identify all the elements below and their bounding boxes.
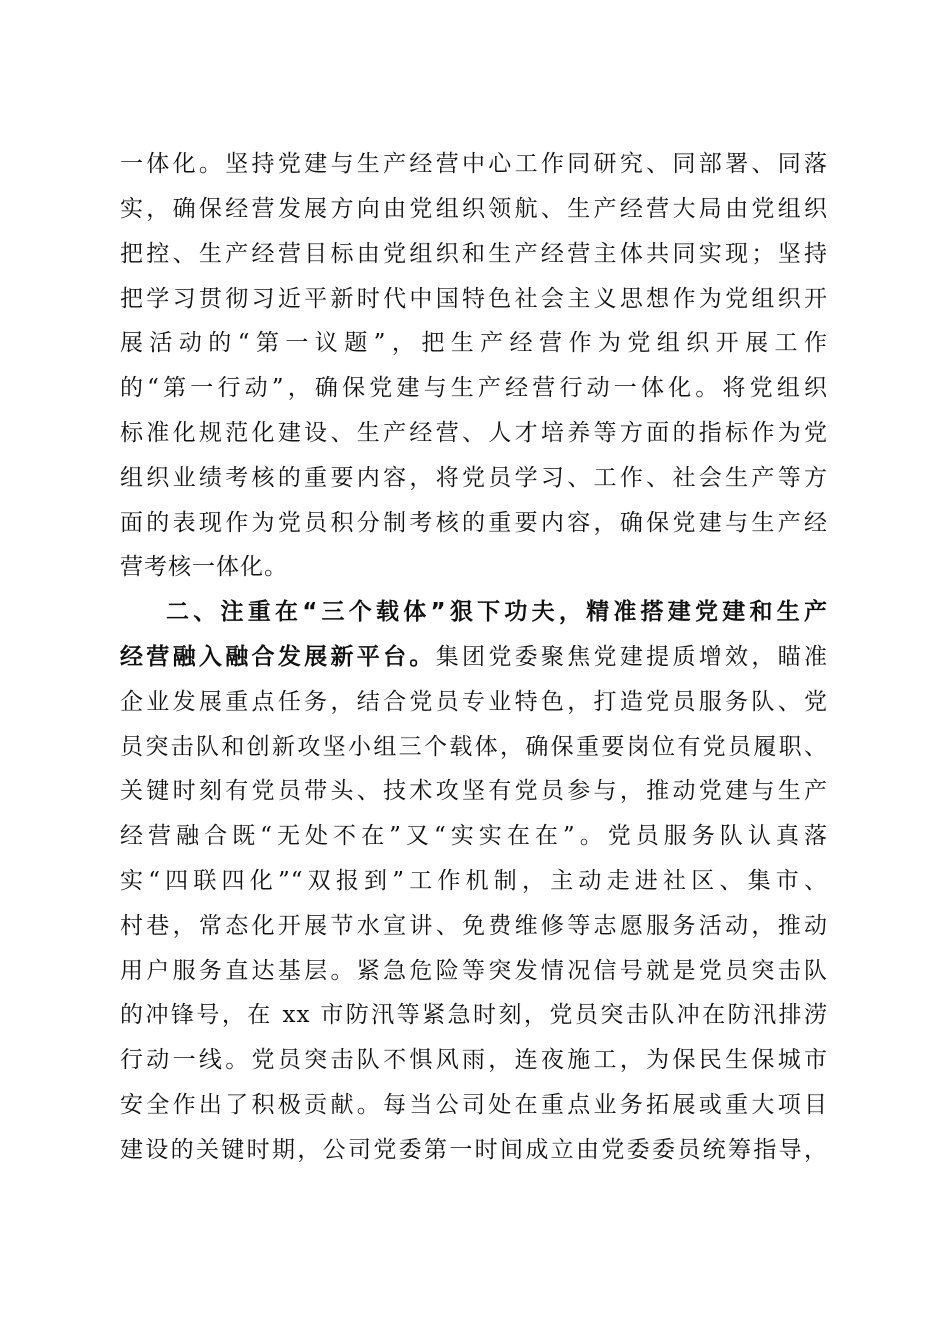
text-line: 村巷，常态化开展节水宣讲、免费维修等志愿服务活动，推动 (120, 913, 828, 939)
text-line: 实“四联四化”“双报到”工作机制，主动走进社区、集市、 (120, 868, 828, 894)
text-line: 员突击队和创新攻坚小组三个载体，确保重要岗位有党员履职、 (120, 734, 828, 760)
text-line: 经营融合既“无处不在”又“实实在在”。党员服务队认真落 (120, 823, 828, 849)
text-line: 一体化。坚持党建与生产经营中心工作同研究、同部署、同落 (120, 151, 828, 177)
text-line: 关键时刻有党员带头、技术攻坚有党员参与，推动党建与生产 (120, 778, 828, 804)
paragraph-start: 集团党委聚焦党建提质增效，瞄准 (435, 644, 829, 670)
text-line: 标准化规范化建设、生产经营、人才培养等方面的指标作为党 (120, 420, 828, 446)
text-line: 企业发展重点任务，结合党员专业特色，打造党员服务队、党 (120, 689, 828, 715)
text-line: 的冲锋号，在 xx 市防汛等紧急时刻，党员突击队冲在防汛排涝 (120, 1002, 828, 1028)
text-line: 安全作出了积极贡献。每当公司处在重点业务拓展或重大项目 (120, 1092, 828, 1118)
section-heading-tail: 经营融入融合发展新平台。 (120, 644, 436, 670)
text-line: 面的表现作为党员积分制考核的重要内容，确保党建与生产经 (120, 510, 828, 536)
text-line: 实，确保经营发展方向由党组织领航、生产经营大局由党组织 (120, 196, 828, 222)
text-line: 把控、生产经营目标由党组织和生产经营主体共同实现；坚持 (120, 241, 828, 267)
text-line: 营考核一体化。 (120, 554, 288, 580)
text-line: 组织业绩考核的重要内容，将党员学习、工作、社会生产等方 (120, 465, 828, 491)
text-line: 建设的关键时期，公司党委第一时间成立由党委委员统筹指导， (120, 1137, 828, 1163)
section-heading-continued (120, 639, 828, 675)
text-line: 用户服务直达基层。紧急危险等突发情况信号就是党员突击队 (120, 958, 828, 984)
text-line: 的“第一行动”，确保党建与生产经营行动一体化。将党组织 (120, 375, 828, 401)
text-line: 行动一线。党员突击队不惧风雨，连夜施工，为保民生保城市 (120, 1047, 828, 1073)
section-heading: 二、注重在“三个载体”狠下功夫，精准搭建党建和生产 (166, 599, 828, 625)
text-line: 把学习贯彻习近平新时代中国特色社会主义思想作为党组织开 (120, 286, 828, 312)
text-line: 展活动的“第一议题”，把生产经营作为党组织开展工作 (120, 330, 828, 356)
